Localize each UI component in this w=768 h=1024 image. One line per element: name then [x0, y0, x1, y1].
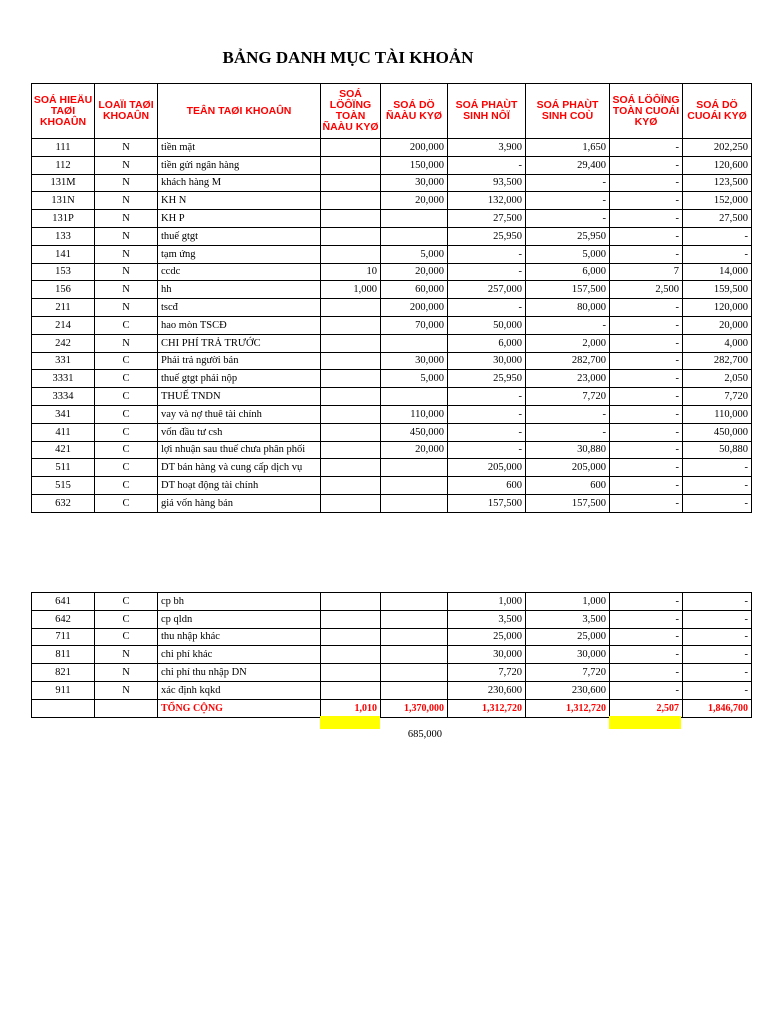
cell-closing-balance: 120,600 [683, 156, 752, 174]
cell-account-type: N [95, 263, 158, 281]
cell-opening-quantity [321, 210, 381, 228]
cell-account-number: 3334 [32, 388, 95, 406]
cell-account-number: 421 [32, 441, 95, 459]
cell-credit: - [526, 405, 610, 423]
cell-closing-quantity: - [610, 245, 683, 263]
cell-closing-balance: 14,000 [683, 263, 752, 281]
cell-opening-quantity [321, 423, 381, 441]
cell-closing-quantity: - [610, 139, 683, 157]
cell-closing-quantity: - [610, 299, 683, 317]
cell-account-number: 331 [32, 352, 95, 370]
cell-account-number: 131M [32, 174, 95, 192]
cell-opening-balance [381, 459, 448, 477]
total-credit: 1,312,720 [526, 699, 610, 717]
cell-opening-quantity: 10 [321, 263, 381, 281]
cell-opening-balance [381, 388, 448, 406]
cell-closing-quantity: - [610, 593, 683, 611]
total-account-number [32, 699, 95, 717]
cell-account-name: giá vốn hàng bán [158, 494, 321, 512]
cell-account-type: N [95, 245, 158, 263]
cell-credit: 30,000 [526, 646, 610, 664]
cell-account-type: C [95, 423, 158, 441]
cell-closing-balance: - [683, 628, 752, 646]
cell-account-number: 515 [32, 477, 95, 495]
cell-credit: 1,000 [526, 593, 610, 611]
cell-opening-quantity [321, 646, 381, 664]
cell-account-number: 911 [32, 681, 95, 699]
cell-account-number: 131N [32, 192, 95, 210]
cell-credit: - [526, 316, 610, 334]
table-row [32, 477, 752, 495]
cell-account-name: cp qldn [158, 610, 321, 628]
highlight-cell-closing-quantity [609, 716, 681, 729]
cell-closing-balance: 4,000 [683, 334, 752, 352]
cell-credit: 6,000 [526, 263, 610, 281]
cell-account-number: 133 [32, 227, 95, 245]
cell-debit: 30,000 [448, 352, 526, 370]
cell-account-type: C [95, 610, 158, 628]
cell-closing-balance: 120,000 [683, 299, 752, 317]
cell-opening-quantity [321, 156, 381, 174]
cell-opening-balance: 20,000 [381, 441, 448, 459]
cell-closing-balance: 152,000 [683, 192, 752, 210]
cell-closing-balance: - [683, 593, 752, 611]
cell-opening-quantity [321, 494, 381, 512]
table-row [32, 192, 752, 210]
cell-closing-quantity: 2,500 [610, 281, 683, 299]
cell-debit: 93,500 [448, 174, 526, 192]
cell-account-type: C [95, 494, 158, 512]
cell-opening-quantity [321, 334, 381, 352]
accounts-table-continued [31, 592, 752, 718]
cell-credit: 30,880 [526, 441, 610, 459]
cell-credit: 1,650 [526, 139, 610, 157]
cell-account-number: 811 [32, 646, 95, 664]
cell-debit: - [448, 245, 526, 263]
table-row [32, 352, 752, 370]
cell-closing-quantity: - [610, 388, 683, 406]
cell-account-type: C [95, 441, 158, 459]
cell-debit: - [448, 156, 526, 174]
table-row [32, 388, 752, 406]
cell-account-name: tscđ [158, 299, 321, 317]
cell-closing-balance: 7,720 [683, 388, 752, 406]
cell-opening-quantity [321, 441, 381, 459]
cell-account-name: KH P [158, 210, 321, 228]
cell-account-number: 511 [32, 459, 95, 477]
cell-opening-balance: 110,000 [381, 405, 448, 423]
cell-account-number: 3331 [32, 370, 95, 388]
cell-closing-balance: 27,500 [683, 210, 752, 228]
cell-closing-quantity: - [610, 192, 683, 210]
header-closing-quantity: SOÁ LÖÔÏNG TOÀN CUOÁI KYØ [610, 84, 683, 139]
cell-opening-quantity [321, 316, 381, 334]
table-row [32, 646, 752, 664]
cell-opening-quantity [321, 245, 381, 263]
total-debit: 1,312,720 [448, 699, 526, 717]
table-row [32, 405, 752, 423]
cell-account-name: CHI PHÍ TRẢ TRƯỚC [158, 334, 321, 352]
cell-debit: 157,500 [448, 494, 526, 512]
cell-account-name: tạm ứng [158, 245, 321, 263]
cell-opening-quantity [321, 681, 381, 699]
cell-credit: 230,600 [526, 681, 610, 699]
cell-opening-balance: 20,000 [381, 263, 448, 281]
cell-account-type: N [95, 681, 158, 699]
header-debit: SOÁ PHAÙT SINH NÔÏ [448, 84, 526, 139]
cell-account-name: hao mòn TSCĐ [158, 316, 321, 334]
cell-closing-quantity: - [610, 494, 683, 512]
table-row [32, 664, 752, 682]
cell-account-name: khách hàng M [158, 174, 321, 192]
cell-credit: 2,000 [526, 334, 610, 352]
cell-closing-quantity: - [610, 210, 683, 228]
cell-account-type: N [95, 139, 158, 157]
table-row [32, 174, 752, 192]
total-closing-balance: 1,846,700 [683, 699, 752, 717]
total-opening-balance: 1,370,000 [381, 699, 448, 717]
table-row [32, 628, 752, 646]
cell-account-number: 632 [32, 494, 95, 512]
cell-opening-quantity [321, 174, 381, 192]
cell-account-name: KH N [158, 192, 321, 210]
cell-closing-balance: 282,700 [683, 352, 752, 370]
cell-closing-quantity: - [610, 352, 683, 370]
cell-credit: 29,400 [526, 156, 610, 174]
total-row [32, 699, 752, 717]
header-credit: SOÁ PHAÙT SINH COÙ [526, 84, 610, 139]
cell-credit: 157,500 [526, 494, 610, 512]
cell-debit: - [448, 388, 526, 406]
cell-opening-balance: 200,000 [381, 299, 448, 317]
cell-account-name: tiền gửi ngân hàng [158, 156, 321, 174]
cell-opening-quantity [321, 628, 381, 646]
cell-account-name: vay và nợ thuê tài chính [158, 405, 321, 423]
cell-closing-quantity: - [610, 405, 683, 423]
table-row [32, 281, 752, 299]
cell-account-number: 156 [32, 281, 95, 299]
cell-closing-balance: 2,050 [683, 370, 752, 388]
cell-opening-balance: 20,000 [381, 192, 448, 210]
header-opening-balance: SOÁ DÖ ÑAÀU KYØ [381, 84, 448, 139]
cell-debit: 1,000 [448, 593, 526, 611]
cell-opening-quantity [321, 352, 381, 370]
cell-opening-balance [381, 610, 448, 628]
cell-account-type: C [95, 405, 158, 423]
cell-credit: 205,000 [526, 459, 610, 477]
table-row [32, 210, 752, 228]
header-opening-quantity: SOÁ LÖÔÏNG TOÀN ÑAÀU KYØ [321, 84, 381, 139]
cell-account-name: vốn đầu tư csh [158, 423, 321, 441]
cell-opening-balance [381, 334, 448, 352]
table-row [32, 139, 752, 157]
cell-debit: 25,950 [448, 227, 526, 245]
cell-credit: 7,720 [526, 388, 610, 406]
cell-account-number: 242 [32, 334, 95, 352]
cell-opening-quantity [321, 139, 381, 157]
table-row [32, 423, 752, 441]
table-row [32, 610, 752, 628]
cell-opening-quantity [321, 459, 381, 477]
cell-account-name: DT hoạt động tài chính [158, 477, 321, 495]
cell-debit: 27,500 [448, 210, 526, 228]
cell-opening-balance: 30,000 [381, 174, 448, 192]
table-row [32, 494, 752, 512]
cell-closing-quantity: - [610, 227, 683, 245]
cell-account-number: 211 [32, 299, 95, 317]
cell-account-number: 641 [32, 593, 95, 611]
cell-closing-balance: 20,000 [683, 316, 752, 334]
cell-opening-quantity: 1,000 [321, 281, 381, 299]
table-header-row [32, 84, 752, 139]
total-account-type [95, 699, 158, 717]
cell-closing-quantity: - [610, 334, 683, 352]
cell-account-type: N [95, 210, 158, 228]
cell-opening-balance [381, 664, 448, 682]
table-row [32, 263, 752, 281]
note-value: 685,000 [407, 729, 442, 740]
table-row [32, 441, 752, 459]
cell-opening-balance [381, 628, 448, 646]
table-row [32, 334, 752, 352]
cell-account-type: C [95, 370, 158, 388]
cell-closing-balance: 110,000 [683, 405, 752, 423]
total-account-name: TỔNG CỘNG [158, 699, 321, 717]
cell-account-number: 341 [32, 405, 95, 423]
cell-account-name: DT bán hàng và cung cấp dịch vụ [158, 459, 321, 477]
cell-debit: 3,900 [448, 139, 526, 157]
cell-debit: 132,000 [448, 192, 526, 210]
cell-opening-quantity [321, 593, 381, 611]
cell-opening-balance: 5,000 [381, 370, 448, 388]
accounts-table [31, 83, 752, 513]
cell-closing-quantity: - [610, 423, 683, 441]
cell-debit: 25,000 [448, 628, 526, 646]
cell-account-name: xác định kqkd [158, 681, 321, 699]
cell-account-type: C [95, 628, 158, 646]
cell-debit: 3,500 [448, 610, 526, 628]
cell-account-name: Phải trả người bán [158, 352, 321, 370]
cell-opening-quantity [321, 227, 381, 245]
cell-account-name: chi phí thu nhập DN [158, 664, 321, 682]
cell-credit: - [526, 423, 610, 441]
highlight-cell-quantity [320, 716, 380, 729]
cell-debit: 205,000 [448, 459, 526, 477]
cell-closing-balance: 159,500 [683, 281, 752, 299]
cell-credit: 600 [526, 477, 610, 495]
cell-credit: 157,500 [526, 281, 610, 299]
cell-account-number: 141 [32, 245, 95, 263]
cell-account-name: thuế gtgt phải nộp [158, 370, 321, 388]
cell-closing-quantity: - [610, 610, 683, 628]
cell-closing-balance: 450,000 [683, 423, 752, 441]
cell-closing-quantity: - [610, 316, 683, 334]
cell-debit: 6,000 [448, 334, 526, 352]
cell-opening-balance [381, 646, 448, 664]
cell-debit: 7,720 [448, 664, 526, 682]
cell-opening-balance [381, 494, 448, 512]
cell-account-name: lợi nhuận sau thuế chưa phân phối [158, 441, 321, 459]
cell-account-number: 131P [32, 210, 95, 228]
cell-opening-balance: 30,000 [381, 352, 448, 370]
cell-account-type: N [95, 227, 158, 245]
cell-closing-balance: 123,500 [683, 174, 752, 192]
cell-opening-quantity [321, 299, 381, 317]
table-row [32, 299, 752, 317]
cell-account-name: ccdc [158, 263, 321, 281]
cell-debit: 30,000 [448, 646, 526, 664]
cell-opening-balance: 70,000 [381, 316, 448, 334]
cell-account-name: cp bh [158, 593, 321, 611]
cell-opening-balance: 60,000 [381, 281, 448, 299]
cell-closing-quantity: - [610, 628, 683, 646]
cell-account-number: 821 [32, 664, 95, 682]
cell-opening-balance: 450,000 [381, 423, 448, 441]
cell-opening-balance [381, 593, 448, 611]
table-row [32, 593, 752, 611]
cell-account-name: THUẾ TNDN [158, 388, 321, 406]
table-row [32, 245, 752, 263]
cell-account-number: 214 [32, 316, 95, 334]
cell-opening-quantity [321, 192, 381, 210]
cell-credit: 282,700 [526, 352, 610, 370]
header-account-type: LOAÏI TAØI KHOAÛN [95, 84, 158, 139]
cell-debit: 25,950 [448, 370, 526, 388]
table-row [32, 156, 752, 174]
header-account-name: TEÂN TAØI KHOAÛN [158, 84, 321, 139]
cell-opening-balance: 150,000 [381, 156, 448, 174]
cell-debit: 257,000 [448, 281, 526, 299]
cell-account-name: thu nhập khác [158, 628, 321, 646]
cell-opening-quantity [321, 405, 381, 423]
cell-account-number: 111 [32, 139, 95, 157]
cell-closing-quantity: - [610, 459, 683, 477]
cell-account-type: C [95, 477, 158, 495]
table-row [32, 370, 752, 388]
cell-closing-balance: 50,880 [683, 441, 752, 459]
cell-opening-balance [381, 477, 448, 495]
cell-account-type: C [95, 459, 158, 477]
cell-account-number: 153 [32, 263, 95, 281]
cell-account-type: N [95, 334, 158, 352]
total-opening-quantity: 1,010 [321, 699, 381, 717]
cell-opening-quantity [321, 388, 381, 406]
cell-closing-quantity: - [610, 646, 683, 664]
cell-closing-balance: - [683, 646, 752, 664]
cell-account-type: N [95, 664, 158, 682]
cell-account-name: chi phí khác [158, 646, 321, 664]
cell-account-type: C [95, 316, 158, 334]
cell-credit: - [526, 174, 610, 192]
cell-debit: - [448, 441, 526, 459]
cell-closing-balance: - [683, 459, 752, 477]
cell-closing-balance: 202,250 [683, 139, 752, 157]
cell-opening-balance [381, 210, 448, 228]
header-closing-balance: SOÁ DÖ CUOÁI KYØ [683, 84, 752, 139]
cell-closing-quantity: - [610, 156, 683, 174]
cell-opening-balance: 5,000 [381, 245, 448, 263]
cell-opening-quantity [321, 664, 381, 682]
cell-account-number: 642 [32, 610, 95, 628]
cell-opening-balance [381, 227, 448, 245]
cell-debit: 600 [448, 477, 526, 495]
cell-account-type: N [95, 192, 158, 210]
cell-closing-balance: - [683, 610, 752, 628]
cell-credit: 7,720 [526, 664, 610, 682]
cell-account-type: N [95, 156, 158, 174]
cell-closing-balance: - [683, 245, 752, 263]
cell-account-number: 112 [32, 156, 95, 174]
cell-account-type: N [95, 646, 158, 664]
cell-credit: - [526, 192, 610, 210]
cell-account-name: hh [158, 281, 321, 299]
page-title: BẢNG DANH MỤC TÀI KHOẢN [222, 48, 474, 67]
table-row [32, 227, 752, 245]
cell-closing-quantity: - [610, 370, 683, 388]
cell-debit: - [448, 299, 526, 317]
header-account-number: SOÁ HIEÄU TAØI KHOAÛN [32, 84, 95, 139]
cell-account-number: 711 [32, 628, 95, 646]
cell-closing-quantity: - [610, 477, 683, 495]
cell-credit: 5,000 [526, 245, 610, 263]
table-row [32, 459, 752, 477]
cell-debit: 50,000 [448, 316, 526, 334]
cell-closing-balance: - [683, 494, 752, 512]
cell-account-name: thuế gtgt [158, 227, 321, 245]
cell-account-type: N [95, 281, 158, 299]
table-row [32, 316, 752, 334]
cell-account-number: 411 [32, 423, 95, 441]
cell-account-type: N [95, 174, 158, 192]
cell-account-type: C [95, 388, 158, 406]
cell-closing-quantity: - [610, 174, 683, 192]
cell-closing-quantity: - [610, 664, 683, 682]
cell-credit: - [526, 210, 610, 228]
cell-account-type: C [95, 593, 158, 611]
cell-account-type: C [95, 352, 158, 370]
cell-debit: - [448, 263, 526, 281]
cell-credit: 80,000 [526, 299, 610, 317]
cell-opening-quantity [321, 610, 381, 628]
cell-account-name: tiền mặt [158, 139, 321, 157]
cell-credit: 25,950 [526, 227, 610, 245]
cell-debit: 230,600 [448, 681, 526, 699]
cell-opening-quantity [321, 477, 381, 495]
cell-closing-balance: - [683, 664, 752, 682]
cell-closing-balance: - [683, 681, 752, 699]
table-row [32, 681, 752, 699]
cell-opening-quantity [321, 370, 381, 388]
cell-closing-quantity: - [610, 441, 683, 459]
cell-credit: 3,500 [526, 610, 610, 628]
total-closing-quantity: 2,507 [610, 699, 683, 717]
cell-closing-balance: - [683, 477, 752, 495]
cell-opening-balance: 200,000 [381, 139, 448, 157]
cell-credit: 23,000 [526, 370, 610, 388]
cell-closing-quantity: - [610, 681, 683, 699]
cell-opening-balance [381, 681, 448, 699]
cell-closing-quantity: 7 [610, 263, 683, 281]
cell-debit: - [448, 423, 526, 441]
cell-account-type: N [95, 299, 158, 317]
cell-debit: - [448, 405, 526, 423]
cell-closing-balance: - [683, 227, 752, 245]
cell-credit: 25,000 [526, 628, 610, 646]
